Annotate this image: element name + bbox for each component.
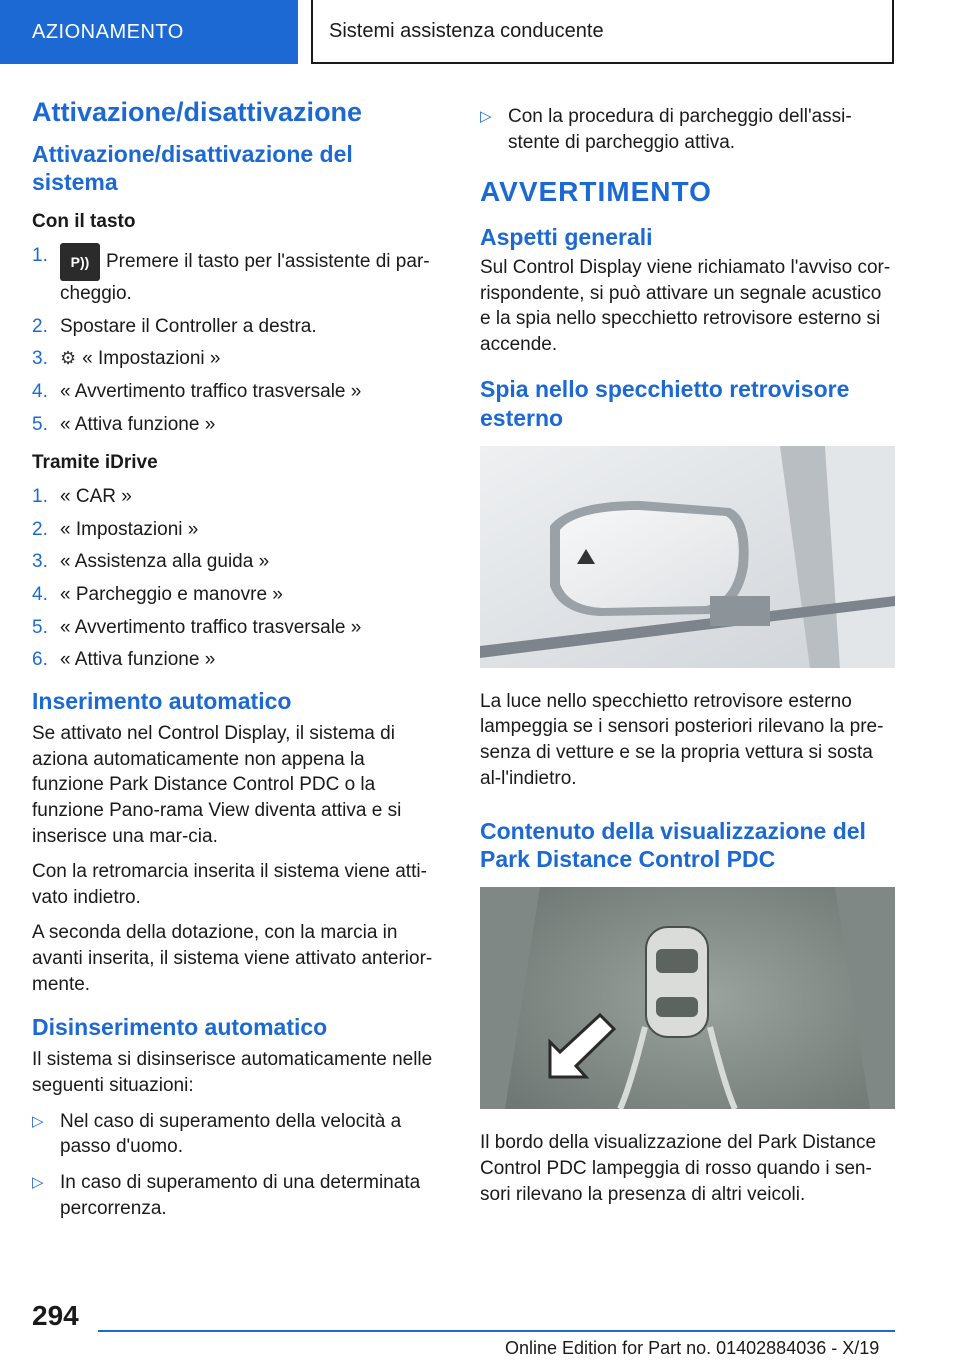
step-text: « Parcheggio e manovre » — [60, 583, 283, 605]
list-item — [32, 517, 440, 543]
step-number: 2. — [32, 518, 48, 540]
bullet-text: Nel caso di superamento della velocità a passo d'uomo. — [60, 1110, 402, 1158]
heading-mirror-light: Spia nello specchietto retrovisore esterno — [480, 376, 850, 431]
list-item — [32, 1170, 440, 1221]
list-item — [480, 104, 895, 155]
list-item — [32, 484, 440, 510]
step-number: 5. — [32, 616, 48, 638]
heading-pdc-display: Contenuto della visualizzazione del Park Distance Control PDC — [480, 818, 866, 873]
list-item — [32, 549, 440, 575]
section-title: AZIONAMENTO — [32, 20, 184, 43]
step-text: « Impostazioni » — [60, 518, 199, 540]
step-number: 4. — [32, 381, 48, 403]
auto-off-list — [32, 1109, 440, 1222]
right-column — [480, 104, 895, 1217]
mirror-figure — [480, 446, 895, 673]
pdc-display-illustration — [480, 887, 895, 1109]
heading-warning: AVVERTIMENTO — [480, 176, 712, 208]
park-assist-button-icon: P)) — [60, 243, 100, 281]
list-item — [32, 647, 440, 673]
step-text: « Attiva funzione » — [60, 413, 216, 435]
idrive-steps — [32, 484, 440, 673]
list-item — [32, 243, 440, 307]
heading-general: Aspetti generali — [480, 223, 653, 250]
list-item — [32, 1109, 440, 1160]
paragraph: Il bordo della visualizzazione del Park Distance Control PDC lampeggia di rosso quando i sen-sori rilevano la presenza di altri veicoli. — [480, 1132, 877, 1205]
paragraph: A seconda della dotazione, con la marcia in avanti inserita, il sistema viene attivato anterior-mente. — [32, 922, 433, 995]
heading-activation: Attivazione/disattivazione — [32, 97, 363, 127]
step-number: 3. — [32, 348, 48, 370]
step-number: 5. — [32, 413, 48, 435]
paragraph: La luce nello specchietto retrovisore esterno lampeggia se i sensori posteriori rilevano la pre-senza di vetture e se la propria vettura si sosta al-l'indietro. — [480, 690, 884, 789]
paragraph: Se attivato nel Control Display, il sistema di aziona automaticamente non appena la funzione Park Distance Control PDC o la funzione Pano-rama View diventa attiva e si inserisce una mar-cia. — [32, 722, 402, 847]
triangle-bullet-icon: ▷ — [32, 1112, 44, 1130]
bullet-text: In caso di superamento di una determinata percorrenza. — [60, 1171, 421, 1219]
side-mirror-illustration — [480, 446, 895, 668]
bullet-text: Con la procedura di parcheggio dell'assi-stente di parcheggio attiva. — [508, 106, 852, 153]
step-text: « Avvertimento traffico trasversale » — [60, 616, 362, 638]
heading-system-activation: Attivazione/disattivazione del sistema — [32, 141, 353, 196]
paragraph: Il sistema si disinserisce automaticamente nelle seguenti situazioni: — [32, 1049, 433, 1097]
step-number: 6. — [32, 649, 48, 671]
triangle-bullet-icon: ▷ — [480, 108, 492, 125]
button-steps — [32, 243, 440, 437]
left-column — [32, 96, 440, 1231]
edition-note: Online Edition for Part no. 01402884036 - X/19 — [505, 1338, 880, 1358]
list-item — [32, 314, 440, 340]
step-number: 3. — [32, 551, 48, 573]
gear-icon: ⚙ — [60, 348, 77, 369]
heading-auto-off: Disinserimento automatico — [32, 1014, 328, 1041]
list-item — [32, 346, 440, 372]
page-number: 294 — [32, 1300, 79, 1331]
paragraph: Sul Control Display viene richiamato l'avviso cor-rispondente, si può attivare un segnale acustico e la spia nello specchietto retrovisore esterno si accende. — [480, 256, 891, 355]
step-text: Premere il tasto per l'assistente di par-cheggio. — [60, 251, 430, 305]
chapter-header — [311, 0, 894, 64]
heading-via-idrive: Tramite iDrive — [32, 452, 158, 474]
step-number: 2. — [32, 315, 48, 337]
triangle-bullet-icon: ▷ — [32, 1173, 44, 1191]
step-text: « CAR » — [60, 486, 132, 508]
step-number: 1. — [32, 486, 48, 508]
continued-list — [480, 104, 895, 155]
footer-divider — [98, 1330, 895, 1332]
list-item — [32, 379, 440, 405]
paragraph: Con la retromarcia inserita il sistema viene atti-vato indietro. — [32, 861, 427, 908]
heading-with-button: Con il tasto — [32, 211, 136, 233]
chapter-title: Sistemi assistenza conducente — [329, 19, 604, 42]
step-number: 1. — [32, 245, 48, 267]
step-text: « Attiva funzione » — [60, 649, 216, 671]
section-tab — [0, 0, 298, 64]
list-item — [32, 412, 440, 438]
list-item — [32, 615, 440, 641]
step-text: « Assistenza alla guida » — [60, 551, 270, 573]
list-item — [32, 582, 440, 608]
heading-auto-on: Inserimento automatico — [32, 687, 292, 714]
step-text: « Impostazioni » — [82, 348, 221, 370]
step-number: 4. — [32, 583, 48, 605]
step-text: Spostare il Controller a destra. — [60, 315, 317, 337]
step-text: « Avvertimento traffico trasversale » — [60, 381, 362, 403]
pdc-figure — [480, 887, 895, 1114]
